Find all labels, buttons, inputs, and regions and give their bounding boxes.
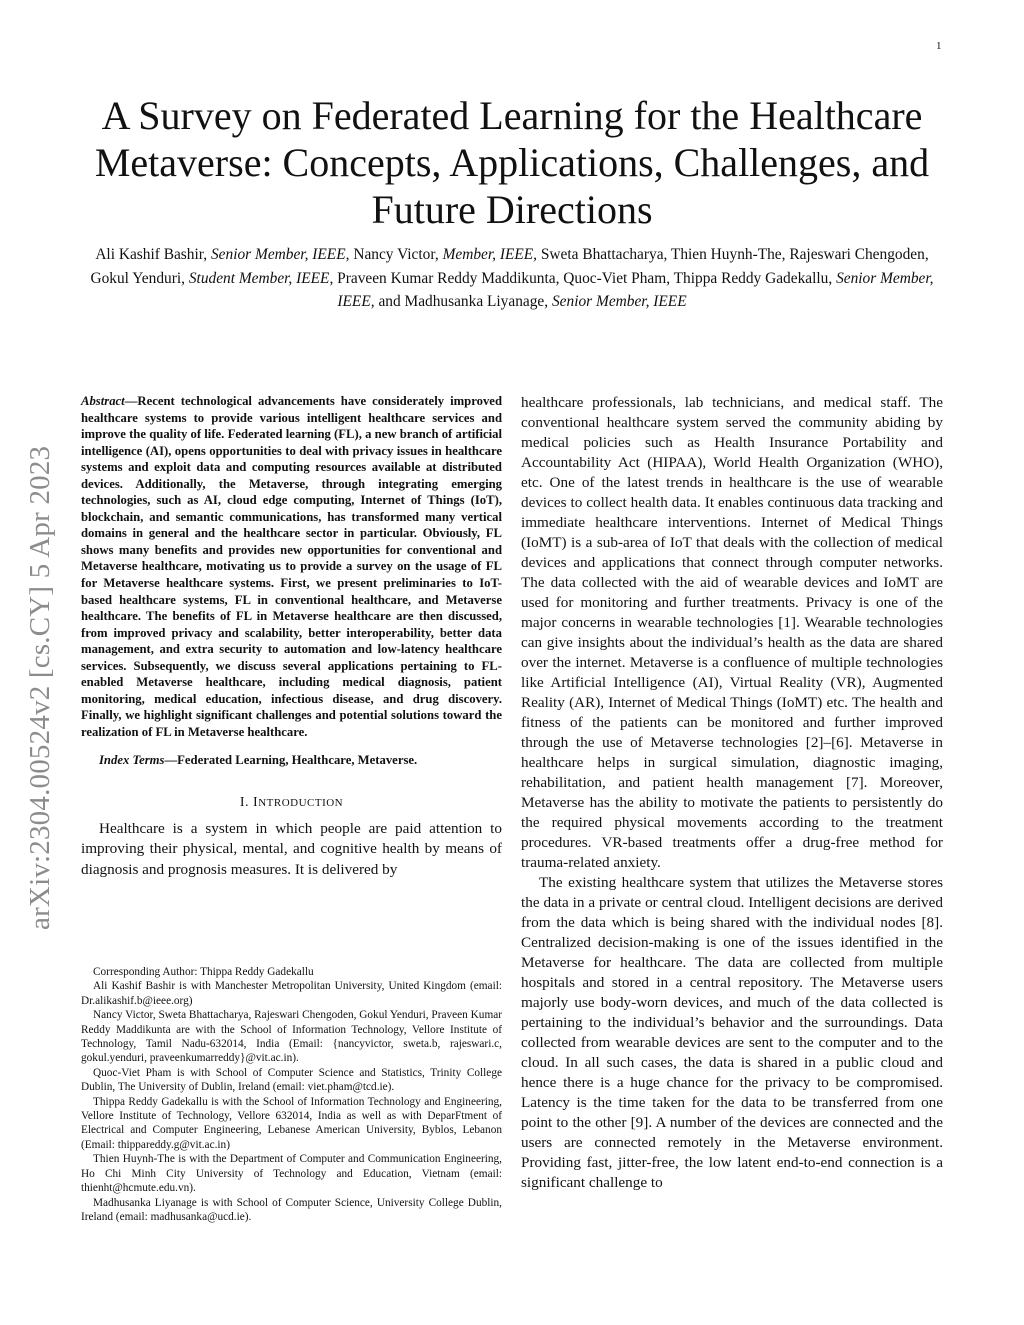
- footnote: Ali Kashif Bashir is with Manchester Metropolitan University, United Kingdom (email: Dr.alikashif.b@ieee.org): [81, 980, 502, 1007]
- author-membership: Senior Member, IEEE: [551, 293, 687, 311]
- author-name: Ali Kashif Bashir,: [95, 246, 208, 263]
- body-paragraph: healthcare professionals, lab technicians, and medical staff. The conventional healthcare system served the community abiding by medical policies such as Health Insurance Portability and Accountability Act (HIPAA), World Health Organization (WHO), etc. One of the latest trends in healthcare is the use of wearable devices to collect health data. It enables continuous data tracking and immediate healthcare interventions. Internet of Medical Things (IoMT) is a sub-area of IoT that deals with the collection of medical devices and applications that connect through computer networks. The data collected with the aid of wearable devices and IoMT are used for monitoring and further treatments. Privacy is one of the major concerns in wearable technologies [1]. Wearable technologies can give insights about the individual’s health as the data are shared over the internet. Metaverse is a confluence of multiple technologies like Artificial Intelligence (AI), Virtual Reality (VR), Augmented Reality (AR), Internet of Medical Things (IoMT) etc. The health and fitness of the patients can be monitored and further improved through the use of Metaverse technologies [2]–[6]. Metaverse in healthcare helps in surgical simulation, diagnostic imaging, rehabilitation, and patient health management [7]. Moreover, Metaverse has the ability to motivate the patients to persistently do the required physical movements according to the treatment procedures. VR-based treatments offer a drug-free method for trauma-related anxiety.: [521, 394, 943, 871]
- abstract-label: Abstract: [81, 394, 125, 408]
- author-membership: Senior Member, IEEE,: [210, 246, 350, 263]
- paper-title: A Survey on Federated Learning for the Healthcare Metaverse: Concepts, Applications, Challenges, and Future Directions: [94, 93, 930, 232]
- footnotes: [81, 965, 502, 1224]
- index-terms-text: Federated Learning, Healthcare, Metaverse.: [177, 753, 418, 768]
- abstract-text: Recent technological advancements have considerately improved healthcare systems to provide various intelligent healthcare services and improve the quality of life. Federated learning (FL), a new branch of artificial intelligence (AI), opens opportunities to deal with privacy issues in healthcare systems and exploit data and computing resources available at distributed devices. Additionally, the Metaverse, through integrating emerging technologies, such as AI, cloud edge computing, Internet of Things (IoT), blockchain, and semantic communications, has transformed many vertical domains in general and the healthcare sector in particular. Obviously, FL shows many benefits and provides new opportunities for conventional and Metaverse healthcare, motivating us to provide a survey on the usage of FL for Metaverse healthcare systems. First, we present preliminaries to IoT-based healthcare systems, FL in conventional healthcare, and Metaverse healthcare. The benefits of FL in Metaverse healthcare are then discussed, from improved privacy and scalability, better interoperability, better data management, and extra security to automation and low-latency healthcare services. Subsequently, we discuss several applications pertaining to FL-enabled Metaverse healthcare, including medical diagnosis, patient monitoring, medical education, infectious disease, and drug discovery. Finally, we highlight significant challenges and potential solutions toward the realization of FL in Metaverse healthcare.: [81, 394, 502, 739]
- section-heading: [81, 795, 502, 811]
- index-terms: Index Terms—Federated Learning, Healthcare, Metaverse.: [99, 753, 418, 768]
- author-list: [84, 243, 940, 314]
- arxiv-stamp: arXiv:2304.00524v2 [cs.CY] 5 Apr 2023: [24, 445, 56, 930]
- footnote: Thien Huynh-The is with the Department of Computer and Communication Engineering, Ho Chi Minh City University of Technology and Education, Vietnam (email: thienht@hcmute.edu.vn).: [81, 1153, 502, 1195]
- author-name: Nancy Victor,: [353, 246, 439, 263]
- left-column: [81, 393, 502, 880]
- author-membership: Senior Member, IEEE,: [337, 269, 934, 311]
- section-number: I.: [239, 795, 250, 811]
- intro-paragraph: Healthcare is a system in which people are paid attention to improving their physical, mental, and cognitive health by means of diagnosis and prognosis measures. It is delivered by: [81, 820, 502, 878]
- section-title-rest: NTRODUCTION: [258, 797, 344, 810]
- right-column: [521, 393, 943, 1193]
- section-initial: I: [253, 795, 259, 811]
- author-name: Praveen Kumar Reddy Maddikunta, Quoc-Viet Pham, Thippa Reddy Gadekallu,: [337, 269, 833, 287]
- body-paragraph: The existing healthcare system that utilizes the Metaverse stores the data in a private or central cloud. Intelligent decisions are derived from the data which is being shared with the individual nodes [8]. Centralized decision-making is one of the issues identified in the Metaverse for healthcare. The data are collected from multiple hospitals and stored in a central repository. The Metaverse users majorly use body-worn devices, and much of the data collected is pertaining to the individual’s behavior and the surroundings. Data collected from wearable devices are sent to the computer and to the cloud. In all such cases, the data is shared in a public cloud and hence there is a huge chance for the privacy to be compromised. Latency is the time taken for the data to be transferred from one point to the other [9]. A number of the devices are connected and the users are connected remotely in the Metaverse environment. Providing fast, jitter-free, the low latent end-to-end connection is a significant challenge to: [521, 874, 943, 1191]
- author-membership: Student Member, IEEE,: [188, 269, 334, 287]
- author-name: and Madhusanka Liyanage,: [378, 293, 549, 311]
- author-membership: Member, IEEE,: [442, 246, 538, 263]
- footnote: Quoc-Viet Pham is with School of Computer Science and Statistics, Trinity College Dublin, The University of Dublin, Ireland (email: viet.pham@tcd.ie).: [81, 1066, 502, 1094]
- footnote: Nancy Victor, Sweta Bhattacharya, Rajeswari Chengoden, Gokul Yenduri, Praveen Kumar Reddy Maddikunta are with the School of Information Technology, Vellore Institute of Technology, Tamil Nadu-632014, India (Email: {nancyvictor, sweta.b, rajeswari.c, gokul.yenduri, praveenkumarreddy}@vit.ac.in).: [81, 1009, 503, 1065]
- index-terms-label: Index Terms: [99, 753, 165, 768]
- author-name: Sweta Bhattacharya, Thien Huynh-The, Rajeswari Chengoden, Gokul Yenduri,: [90, 246, 929, 287]
- footnote: Thippa Reddy Gadekallu is with the School of Information Technology and Engineering, Vellore Institute of Technology, Vellore 632014, India as well as with DeparFtment of Electrical and Computer Engineering, Lebanese American University, Byblos, Lebanon (Email: thippareddy.g@vit.ac.in): [81, 1095, 502, 1151]
- page-number: 1: [936, 40, 942, 52]
- footnote: Madhusanka Liyanage is with School of Computer Science, University College Dublin, Ireland (email: madhusanka@ucd.ie).: [81, 1196, 502, 1223]
- abstract: Abstract—Recent technological advancements have considerately improved healthcare systems to provide various intelligent healthcare services and improve the quality of life. Federated learning (FL), a new branch of artificial intelligence (AI), opens opportunities to deal with privacy issues in healthcare systems and exploit data and computing resources available at distributed devices. Additionally, the Metaverse, through integrating emerging technologies, such as AI, cloud edge computing, Internet of Things (IoT), blockchain, and semantic communications, has transformed many vertical domains in general and the healthcare sector in particular. Obviously, FL shows many benefits and provides new opportunities for conventional and Metaverse healthcare, motivating us to provide a survey on the usage of FL for Metaverse healthcare systems. First, we present preliminaries to IoT-based healthcare systems, FL in conventional healthcare, and Metaverse healthcare. The benefits of FL in Metaverse healthcare are then discussed, from improved privacy and scalability, better interoperability, better data management, and extra security to automation and low-latency healthcare services. Subsequently, we discuss several applications pertaining to FL-enabled Metaverse healthcare, including medical diagnosis, patient monitoring, medical education, infectious disease, and drug discovery. Finally, we highlight significant challenges and potential solutions toward the realization of FL in Metaverse healthcare.: [81, 394, 502, 739]
- footnote: Corresponding Author: Thippa Reddy Gadekallu: [93, 966, 314, 978]
